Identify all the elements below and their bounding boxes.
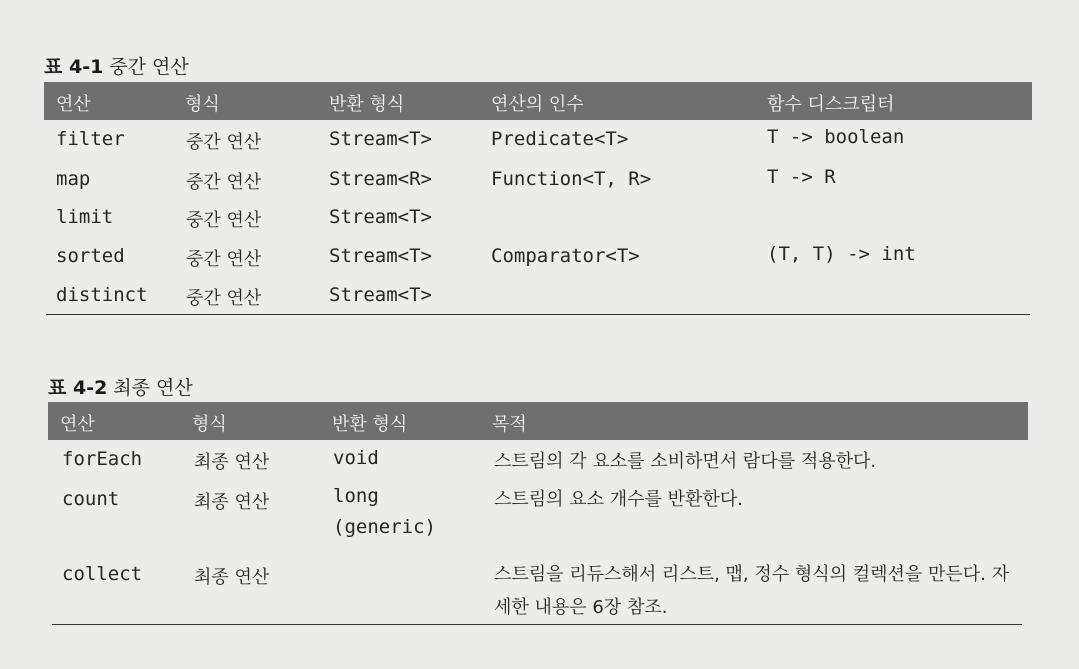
table1-bottom-rule [46, 314, 1030, 315]
table2-row-op: collect [62, 563, 143, 585]
table2-row-op: count [62, 488, 120, 510]
table1-row-op: filter [56, 128, 125, 150]
table1-row-descriptor: T -> R [767, 166, 836, 188]
table2-row-purpose: 스트림의 요소 개수를 반환한다. [494, 489, 743, 510]
table2-row-return: long [333, 485, 379, 507]
table2-header-return: 반환 형식 [332, 414, 408, 435]
table1-row-return: Stream<R> [329, 168, 432, 190]
table1-header-descriptor: 함수 디스크립터 [767, 94, 895, 115]
table1-row-arg: Predicate<T> [491, 128, 629, 150]
table2-row-purpose: 스트림을 리듀스해서 리스트, 맵, 정수 형식의 컬렉션을 만든다. 자 [494, 564, 1010, 585]
table1-row-op: sorted [56, 245, 125, 267]
table1-row-type: 중간 연산 [186, 172, 262, 193]
table1-row-return: Stream<T> [329, 245, 432, 267]
table2-header-row [48, 402, 1028, 440]
table1-header-op: 연산 [56, 94, 91, 115]
table1-row-arg: Function<T, R> [491, 168, 652, 190]
table1-row-type: 중간 연산 [186, 249, 262, 270]
table1-row-return: Stream<T> [329, 284, 432, 306]
table2-header-purpose: 목적 [492, 414, 527, 435]
table2-row-type: 최종 연산 [194, 567, 270, 588]
table2-row-return: void [333, 447, 379, 469]
table1-row-type: 중간 연산 [186, 288, 262, 309]
table2-caption-title: 최종 연산 [113, 377, 193, 399]
table2-header-op: 연산 [60, 414, 95, 435]
table1-row-descriptor: T -> boolean [767, 126, 905, 148]
table1-header-row [44, 82, 1032, 120]
table1-header-arg: 연산의 인수 [491, 94, 584, 115]
table2-row-purpose-continued: 세한 내용은 6장 참조. [494, 597, 668, 618]
table1-header-type: 형식 [185, 94, 220, 115]
table1-row-op: limit [56, 206, 114, 228]
table2-caption [48, 373, 193, 400]
table2-row-return-continued: (generic) [333, 516, 436, 538]
table1-row-type: 중간 연산 [186, 210, 262, 231]
table1-row-arg: Comparator<T> [491, 245, 640, 267]
table1-row-descriptor: (T, T) -> int [767, 243, 916, 265]
table1-row-op: map [56, 168, 91, 190]
table1-header-return: 반환 형식 [329, 94, 405, 115]
table2-row-type: 최종 연산 [194, 452, 270, 473]
table1-caption-number: 표 4-1 [44, 56, 104, 78]
table2-row-purpose: 스트림의 각 요소를 소비하면서 람다를 적용한다. [494, 451, 877, 472]
table2-header-type: 형식 [192, 414, 227, 435]
table2-caption-number: 표 4-2 [48, 377, 108, 399]
table1-row-op: distinct [56, 284, 148, 306]
table1-caption-title: 중간 연산 [109, 56, 189, 78]
table1-caption [44, 52, 189, 79]
table2-row-op: forEach [62, 448, 143, 470]
table2-row-type: 최종 연산 [194, 492, 270, 513]
table1-row-type: 중간 연산 [186, 132, 262, 153]
table1-row-return: Stream<T> [329, 206, 432, 228]
table2-bottom-rule [52, 624, 1022, 625]
table1-row-return: Stream<T> [329, 128, 432, 150]
